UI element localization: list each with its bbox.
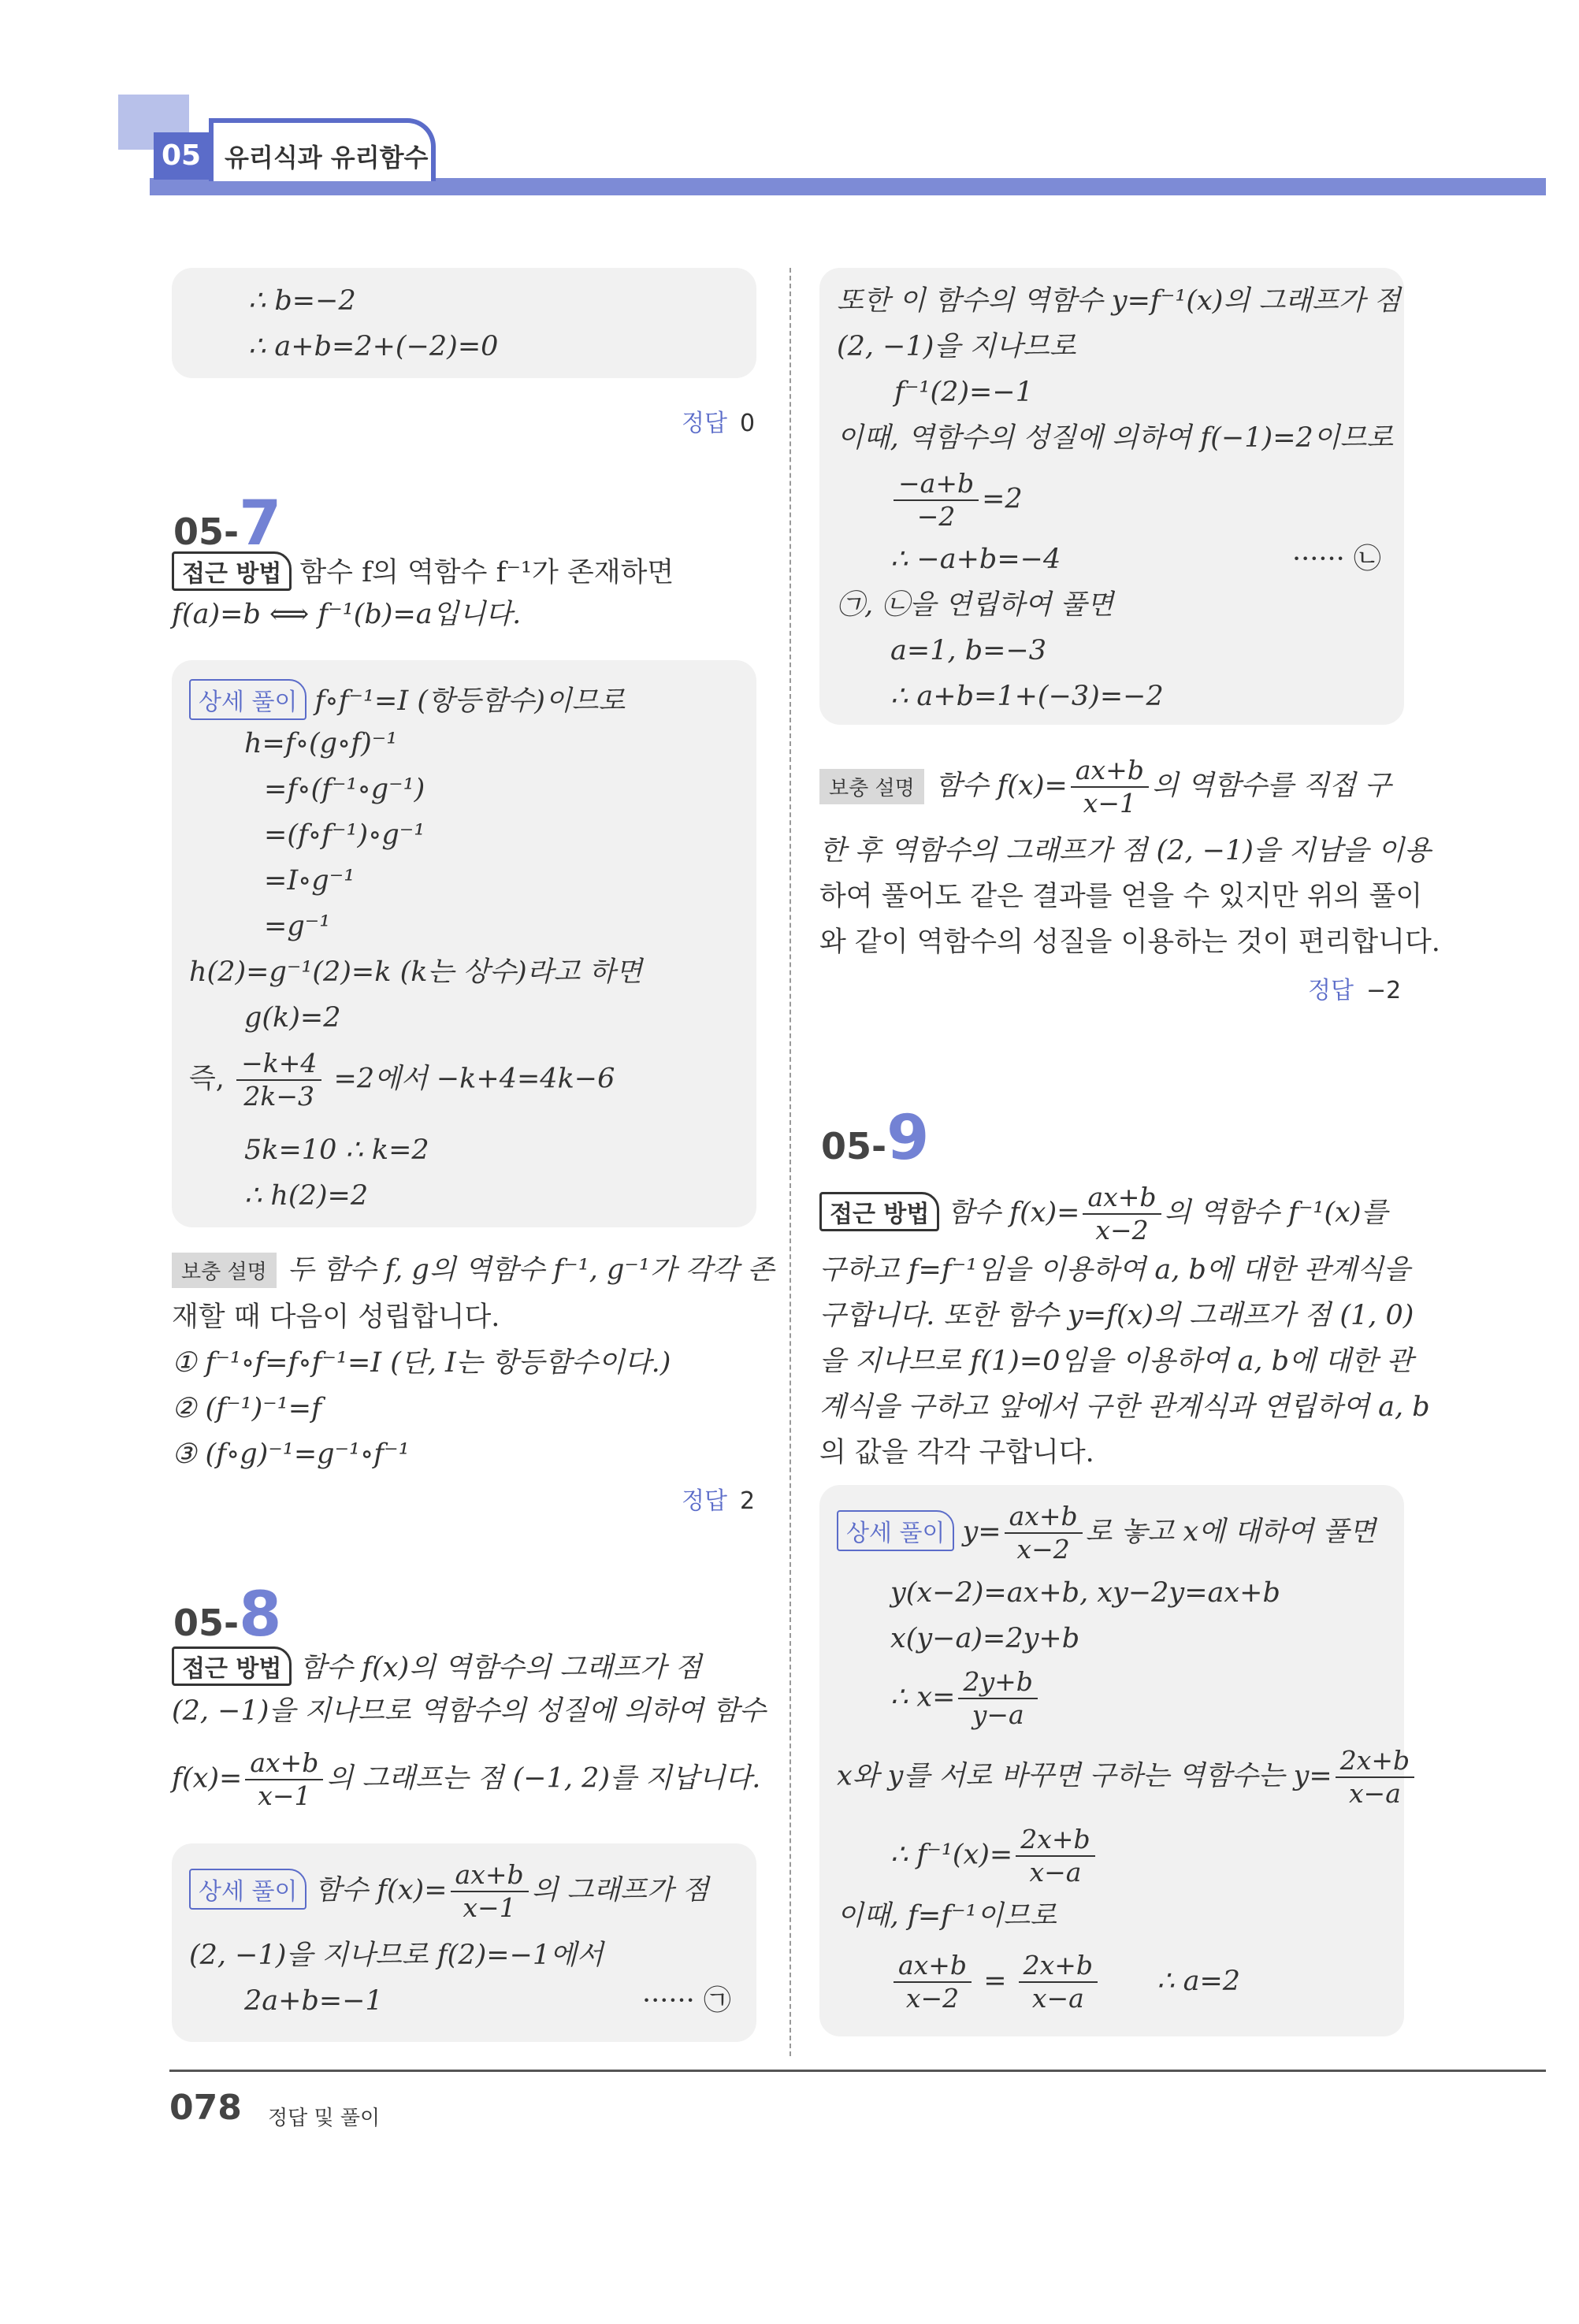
fraction	[1019, 1950, 1098, 2014]
numerator: ax+b	[894, 1950, 972, 1983]
denominator: x−a	[1029, 1857, 1082, 1888]
denominator: y−a	[972, 1699, 1024, 1730]
text-prefix: ∴ f⁻¹(x)=	[890, 1839, 1013, 1871]
text-suffix: 로 놓고 x에 대하여 풀면	[1085, 1516, 1377, 1548]
text-suffix: 의 그래프는 점 (−1, 2)를 지납니다.	[326, 1762, 761, 1795]
problem-number-9	[821, 1103, 929, 1174]
text-prefix: 함수 f(x)=	[934, 770, 1068, 802]
text-suffix: ∴ a=2	[1157, 1965, 1241, 1997]
text-prefix: 즉,	[189, 1063, 225, 1095]
text-prefix: y=	[962, 1516, 1001, 1548]
text-line: =f∘(f⁻¹∘g⁻¹)	[264, 774, 425, 805]
text-line: ③ (f∘g)⁻¹=g⁻¹∘f⁻¹	[172, 1439, 410, 1470]
text-line: 재할 때 다음이 성립합니다.	[172, 1301, 500, 1333]
answer-8	[1308, 971, 1401, 1005]
detail-tag: 상세 풀이	[837, 1510, 954, 1551]
fraction	[1005, 1501, 1083, 1565]
problem-prefix: 05-	[173, 1602, 240, 1644]
column-divider	[790, 268, 791, 2056]
text-line: g(k)=2	[244, 1002, 341, 1034]
fraction-line	[837, 1501, 1376, 1565]
answer-value: 0	[739, 410, 756, 437]
problem-num: 7	[239, 488, 282, 559]
detail-line	[189, 679, 625, 720]
detail-tag: 상세 풀이	[189, 679, 307, 720]
text-line: ∴ −a+b=−4	[890, 544, 1061, 575]
text-line: f⁻¹(2)=−1	[894, 377, 1033, 408]
problem-number-8	[173, 1580, 281, 1650]
denominator: −2	[916, 501, 956, 532]
text-line: 하여 풀어도 같은 결과를 얻을 수 있지만 위의 풀이	[819, 881, 1423, 912]
fraction-line	[890, 1666, 1041, 1731]
denominator: x−a	[1031, 1983, 1084, 2014]
denominator: x−1	[463, 1892, 516, 1923]
fraction-line	[890, 468, 1023, 533]
text-line: ∴ b=−2	[248, 285, 356, 317]
text-line: 함수 f의 역함수 f⁻¹가 존재하면	[299, 557, 674, 588]
fraction	[1071, 755, 1149, 819]
numerator: 2x+b	[1019, 1950, 1098, 1983]
denominator: x−2	[1095, 1215, 1149, 1246]
equals-sign: =	[983, 1965, 1007, 1997]
denominator: x−1	[258, 1780, 311, 1811]
fraction	[245, 1747, 323, 1812]
fraction-line	[189, 1048, 615, 1112]
text-line: 또한 이 함수의 역함수 y=f⁻¹(x)의 그래프가 점	[837, 285, 1401, 317]
text-line: ① f⁻¹∘f=f∘f⁻¹=I (단, I는 항등함수이다.)	[172, 1347, 671, 1379]
numerator: 2y+b	[958, 1666, 1037, 1699]
text-suffix: =2에서 −k+4=4k−6	[333, 1063, 615, 1095]
fraction	[236, 1048, 321, 1112]
footer-rule	[169, 2070, 1546, 2072]
fraction-line	[890, 1824, 1098, 1888]
approach-tag: 접근 방법	[172, 551, 292, 591]
text-line: ∴ h(2)=2	[244, 1180, 369, 1212]
fraction-line	[819, 1182, 1388, 1246]
fraction-equation	[890, 1950, 1240, 2014]
answer-label: 정답	[682, 1487, 727, 1515]
denominator: x−2	[1016, 1534, 1070, 1565]
text-line: ∴ a+b=2+(−2)=0	[248, 331, 499, 362]
problem-num: 8	[239, 1580, 282, 1650]
numerator: ax+b	[245, 1747, 323, 1780]
numerator: ax+b	[1083, 1182, 1161, 1215]
denominator: 2k−3	[243, 1081, 315, 1112]
approach-tag: 접근 방법	[172, 1646, 292, 1686]
text-line: 이때, f=f⁻¹이므로	[837, 1900, 1057, 1932]
text-suffix: =2	[982, 483, 1023, 515]
supp-line	[172, 1253, 774, 1288]
text-line: ② (f⁻¹)⁻¹=f	[172, 1393, 322, 1424]
text-line: ∴ a+b=1+(−3)=−2	[890, 681, 1164, 712]
text-line: 2a+b=−1	[244, 1985, 383, 2017]
text-line: 의 값을 각각 구합니다.	[819, 1437, 1094, 1468]
text-suffix: 의 그래프가 점	[531, 1874, 709, 1906]
text-line: 계식을 구하고 앞에서 구한 관계식과 연립하여 a, b	[819, 1391, 1430, 1423]
text-line: 한 후 역함수의 그래프가 점 (2, −1)을 지남을 이용	[819, 835, 1432, 867]
text-suffix: 의 역함수 f⁻¹(x)를	[1164, 1197, 1388, 1229]
problem-prefix: 05-	[173, 510, 240, 553]
problem-number-7	[173, 488, 281, 559]
numerator: −a+b	[894, 468, 979, 501]
text-prefix: f(x)=	[172, 1762, 243, 1795]
text-line: 두 함수 f, g의 역함수 f⁻¹, g⁻¹가 각각 존	[287, 1254, 775, 1286]
text-line: 구하고 f=f⁻¹임을 이용하여 a, b에 대한 관계식을	[819, 1254, 1410, 1286]
text-line: 함수 f(x)의 역함수의 그래프가 점	[299, 1652, 702, 1684]
text-line: =(f∘f⁻¹)∘g⁻¹	[264, 819, 425, 851]
footer-label: 정답 및 풀이	[268, 2107, 381, 2130]
fraction	[894, 1950, 972, 2014]
fraction	[958, 1666, 1037, 1731]
answer-top	[682, 403, 755, 438]
supp-tag: 보충 설명	[172, 1253, 277, 1288]
numerator: ax+b	[1071, 755, 1149, 788]
approach-tag: 접근 방법	[819, 1192, 939, 1231]
text-line: 을 지나므로 f(1)=0임을 이용하여 a, b에 대한 관	[819, 1346, 1414, 1377]
fraction	[894, 468, 979, 533]
answer-label: 정답	[682, 410, 727, 437]
chapter-title: 유리식과 유리함수	[225, 143, 429, 173]
problem-num: 9	[886, 1103, 930, 1174]
text-line: a=1, b=−3	[890, 635, 1047, 666]
text-line: x(y−a)=2y+b	[890, 1623, 1080, 1654]
numerator: ax+b	[1005, 1501, 1083, 1534]
text-prefix: x와 y를 서로 바꾸면 구하는 역함수는 y=	[837, 1760, 1332, 1792]
text-line: f∘f⁻¹=I (항등함수)이므로	[314, 685, 626, 717]
text-line: (2, −1)을 지나므로	[837, 331, 1076, 362]
fraction	[451, 1859, 529, 1924]
chapter-number: 05	[154, 132, 209, 180]
text-prefix: 함수 f(x)=	[314, 1874, 448, 1906]
numerator: 2x+b	[1016, 1824, 1094, 1857]
fraction	[1083, 1182, 1161, 1246]
text-line: (2, −1)을 지나므로 f(2)=−1에서	[189, 1940, 604, 1971]
denominator: x−2	[905, 1983, 960, 2014]
numerator: −k+4	[236, 1048, 321, 1081]
page-number: 078	[169, 2088, 242, 2128]
problem-prefix: 05-	[821, 1125, 887, 1168]
text-prefix: 함수 f(x)=	[947, 1197, 1080, 1229]
text-prefix: ∴ x=	[890, 1681, 956, 1713]
text-line: h=f∘(g∘f)⁻¹	[244, 728, 398, 759]
supp-tag: 보충 설명	[819, 769, 924, 804]
text-line: (2, −1)을 지나므로 역함수의 성질에 의하여 함수	[172, 1695, 766, 1727]
numerator: 2x+b	[1336, 1745, 1414, 1778]
text-line: 이때, 역함수의 성질에 의하여 f(−1)=2이므로	[837, 422, 1394, 454]
denominator: x−a	[1348, 1778, 1401, 1809]
text-line: =I∘g⁻¹	[264, 865, 355, 897]
equation-mark: ······ ㉡	[1292, 544, 1381, 575]
approach-line	[172, 1646, 702, 1686]
answer-value: 2	[739, 1487, 756, 1515]
text-line: h(2)=g⁻¹(2)=k (k는 상수)라고 하면	[189, 956, 643, 988]
fraction-line	[837, 1745, 1417, 1810]
fraction	[1016, 1824, 1094, 1888]
equation-mark: ······ ㉠	[642, 1985, 731, 2017]
approach-line	[172, 551, 674, 591]
fraction	[1336, 1745, 1414, 1810]
text-line: 와 같이 역함수의 성질을 이용하는 것이 편리합니다.	[819, 926, 1440, 958]
denominator: x−1	[1083, 788, 1136, 819]
fraction-line	[172, 1747, 760, 1812]
supp-line	[819, 755, 1391, 819]
text-line: 5k=10 ∴ k=2	[244, 1134, 429, 1166]
answer-value: −2	[1365, 977, 1402, 1004]
text-line: f(a)=b ⟺ f⁻¹(b)=a입니다.	[172, 599, 522, 630]
text-line: ㉠, ㉡을 연립하여 풀면	[837, 589, 1114, 621]
fraction-line	[189, 1859, 709, 1924]
detail-tag: 상세 풀이	[189, 1869, 307, 1910]
text-suffix: 의 역함수를 직접 구	[1151, 770, 1391, 802]
text-line: y(x−2)=ax+b, xy−2y=ax+b	[890, 1577, 1280, 1609]
numerator: ax+b	[451, 1859, 529, 1892]
answer-label: 정답	[1308, 977, 1354, 1004]
text-line: 구합니다. 또한 함수 y=f(x)의 그래프가 점 (1, 0)	[819, 1300, 1414, 1331]
answer-7	[682, 1481, 755, 1516]
text-line: =g⁻¹	[264, 911, 331, 942]
